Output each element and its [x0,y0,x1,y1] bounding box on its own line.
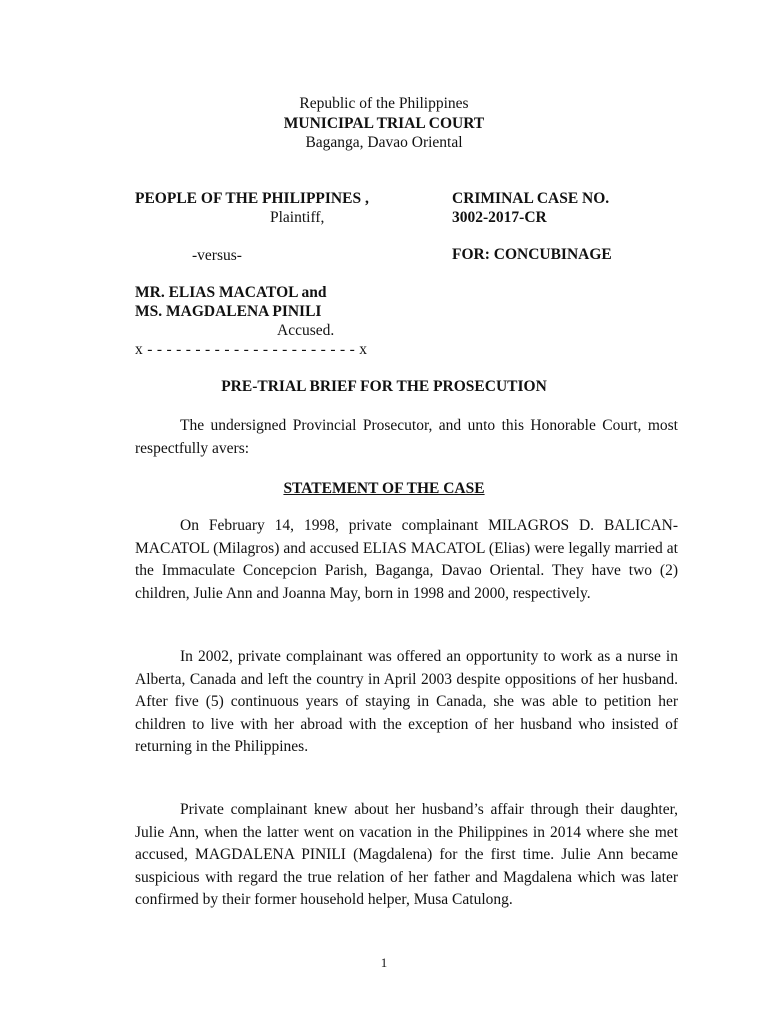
accused-line-2: MS. MAGDALENA PINILI [135,303,322,320]
plaintiff-role: Plaintiff, [270,209,325,226]
caption-separator: x - - - - - - - - - - - - - - - - - - - - - - x [135,341,368,358]
court-location: Baganga, Davao Oriental [305,134,463,151]
body-paragraph-2: In 2002, private complainant was offered an opportunity to work as a nurse in Alberta, Canada and left the country in April 2003 despite oppositions of her husband. After five (5) continuous years of staying in Canada, she was able to petition her children to live with her abroad with the exception of her husband who insisted of returning in the Philippines. [135,648,678,756]
plaintiff-name: PEOPLE OF THE PHILIPPINES , [135,190,369,207]
accused-role: Accused. [277,322,335,339]
page-number: 1 [380,955,388,970]
republic-heading: Republic of the Philippines [299,95,469,112]
intro-paragraph: The undersigned Provincial Prosecutor, and unto this Honorable Court, most respectfully avers: [135,417,678,457]
versus-label: -versus- [192,247,242,264]
body-paragraph-1: On February 14, 1998, private complainant MILAGROS D. BALICAN-MACATOL (Milagros) and accused ELIAS MACATOL (Elias) were legally married at the Immaculate Concepcion Parish, Baganga, Davao Oriental. They have two (2) children, Julie Ann and Joanna May, born in 1998 and 2000, respectively. [135,517,678,602]
case-label: CRIMINAL CASE NO. [452,190,610,207]
body-paragraph-3: Private complainant knew about her husband’s affair through their daughter, Julie Ann, when the latter went on vacation in the Philippines in 2014 where she met accused, MAGDALENA PINILI (Magdalena) for the first time. Julie Ann became suspicious with regard the true relation of her father and Magdalena which was later confirmed by their former household helper, Musa Catulong. [135,801,678,909]
document-title: PRE-TRIAL BRIEF FOR THE PROSECUTION [221,378,547,395]
charge-label: FOR: CONCUBINAGE [452,246,612,263]
accused-line-1: MR. ELIAS MACATOL and [135,284,327,301]
court-heading: MUNICIPAL TRIAL COURT [283,115,485,132]
case-number: 3002-2017-CR [452,209,547,226]
section-title: STATEMENT OF THE CASE [283,480,485,497]
